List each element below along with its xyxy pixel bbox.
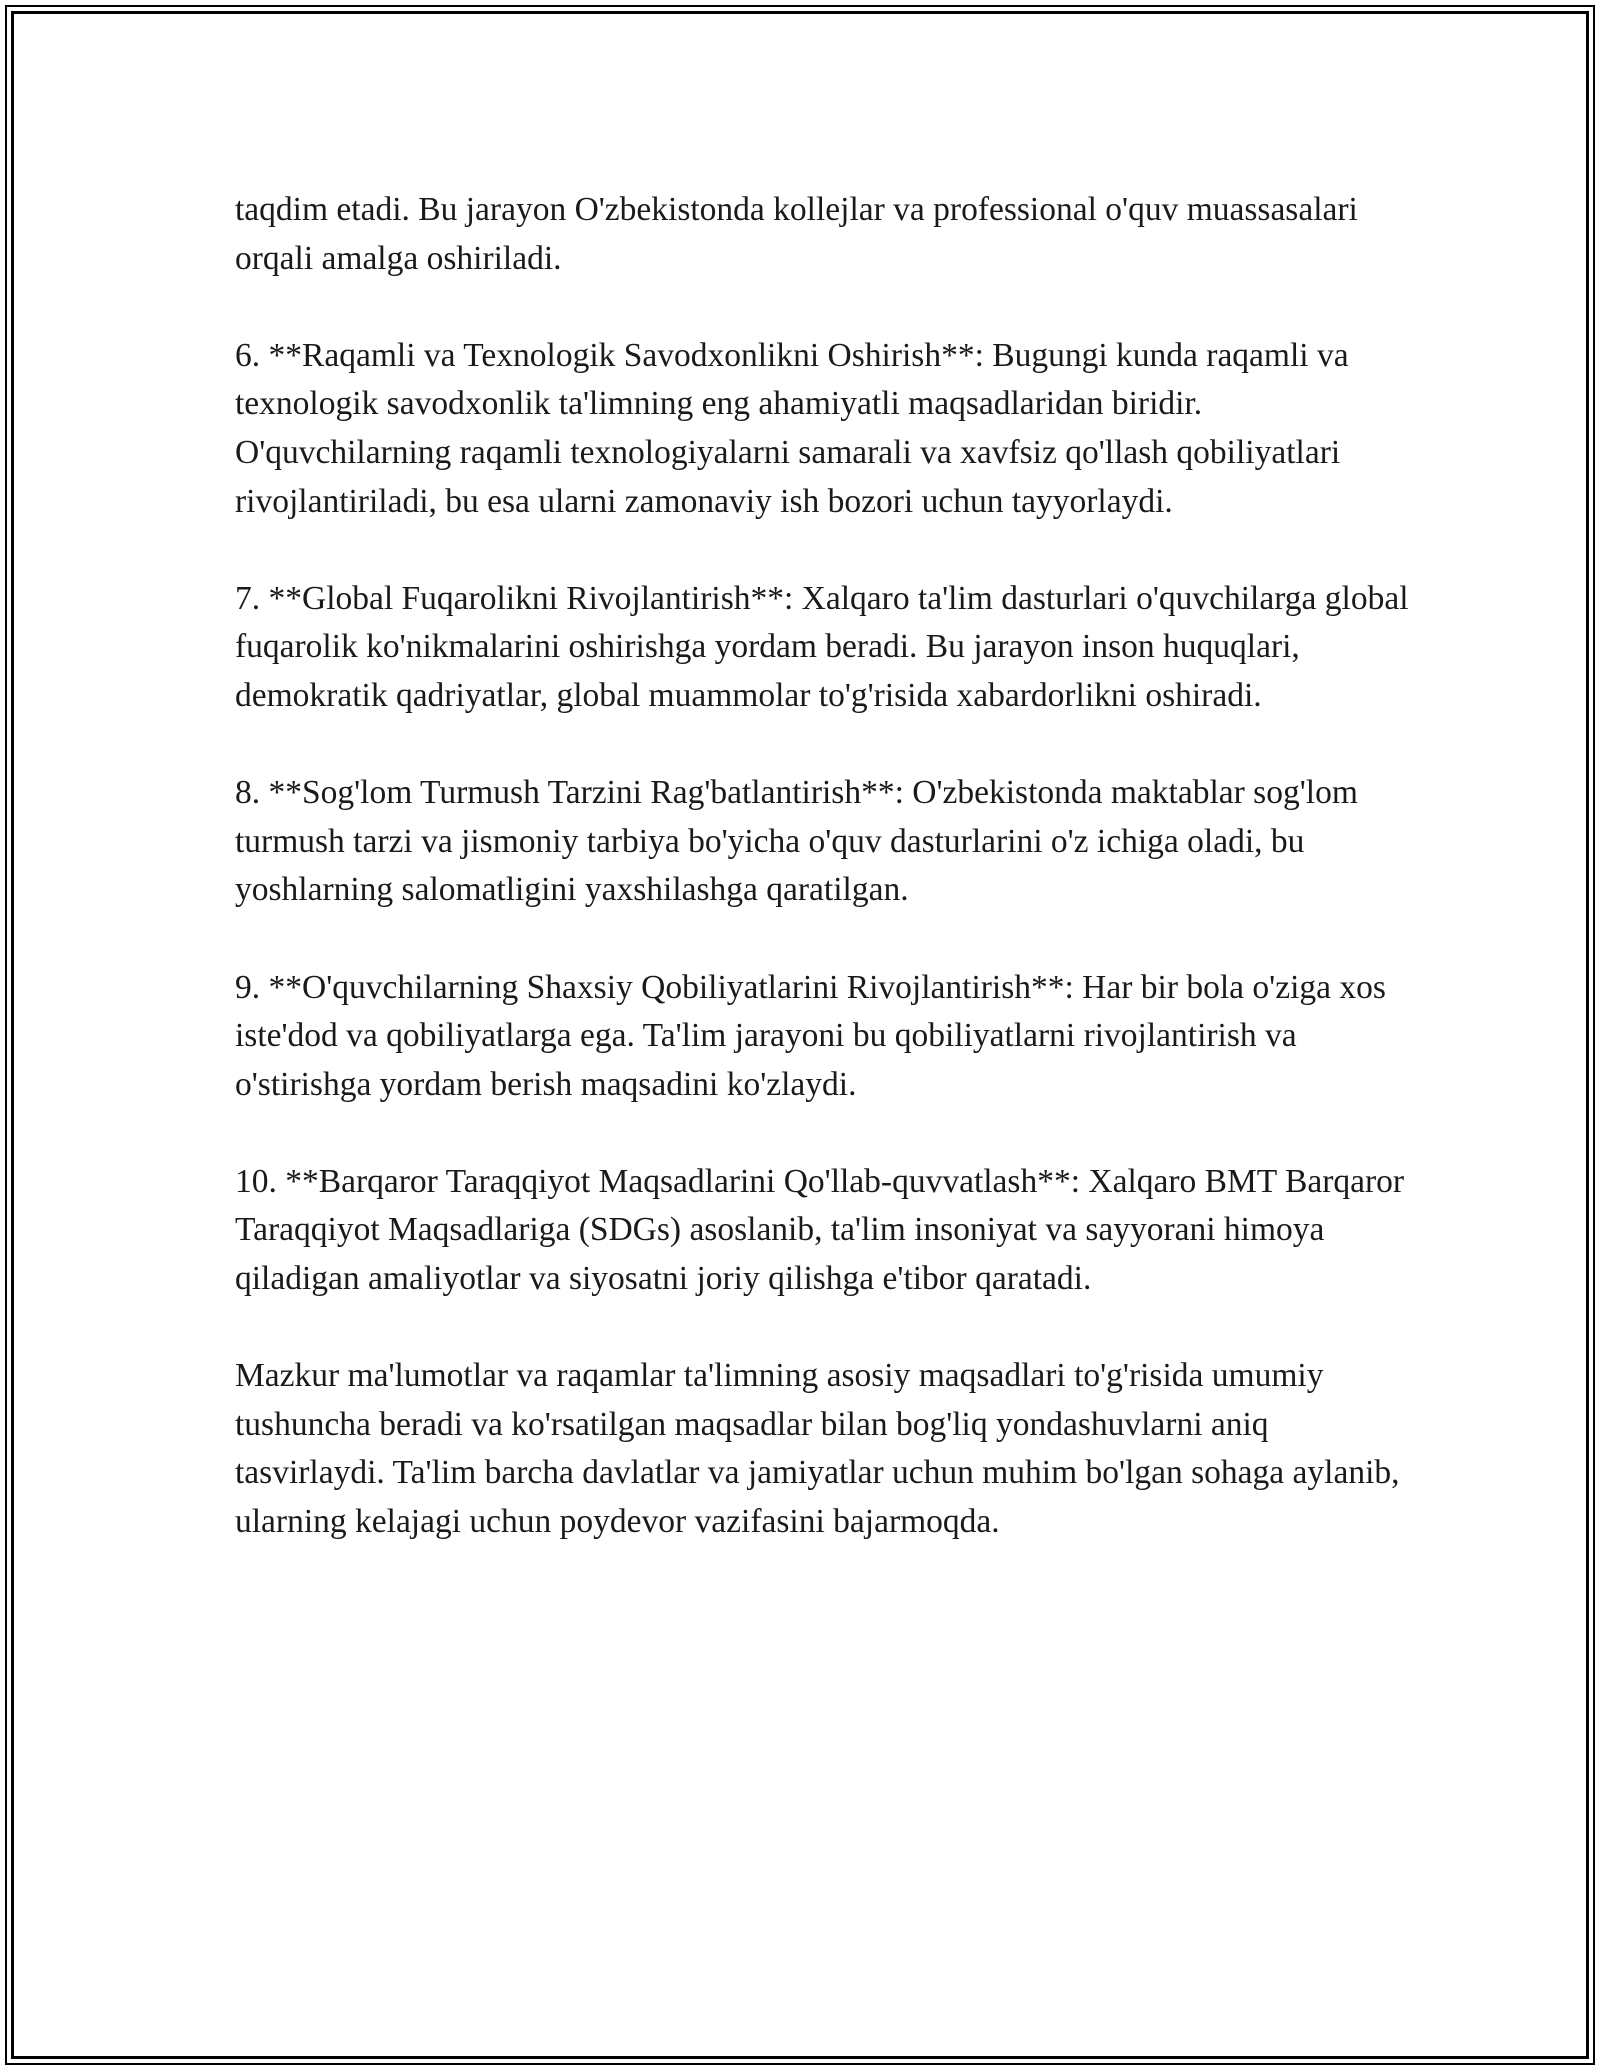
paragraph-item-9: 9. **O'quvchilarning Shaxsiy Qobiliyatlarini Rivojlantirish**: Har bir bola o'ziga xos iste'dod va qobiliyatlarga ega. Ta'lim jarayoni bu qobiliyatlarni rivojlantirish va o'stirishga yordam berish maqsadini ko'zlaydi. xyxy=(235,968,1386,1103)
paragraph-conclusion: Mazkur ma'lumotlar va raqamlar ta'limning asosiy maqsadlari to'g'risida umumiy tushuncha beradi va ko'rsatilgan maqsadlar bilan bog'liq yondashuvlarni aniq tasvirlaydi. Ta'lim barcha davlatlar va jamiyatlar uchun muhim bo'lgan sohaga aylanib, ularning kelajagi uchun poydevor vazifasini bajarmoqda. xyxy=(235,1357,1400,1541)
document-body xyxy=(235,186,1415,1547)
paragraph-item-8: 8. **Sog'lom Turmush Tarzini Rag'batlantirish**: O'zbekistonda maktablar sog'lom turmush tarzi va jismoniy tarbiya bo'yicha o'quv dasturlarini o'z ichiga oladi, bu yoshlarning salomatligini yaxshilashga qaratilgan. xyxy=(235,774,1358,909)
paragraph-item-10: 10. **Barqaror Taraqqiyot Maqsadlarini Qo'llab-quvvatlash**: Xalqaro BMT Barqaror Taraqqiyot Maqsadlariga (SDGs) asoslanib, ta'lim insoniyat va sayyorani himoya qiladigan amaliyotlar va siyosatni joriy qilishga e'tibor qaratadi. xyxy=(235,1162,1405,1298)
paragraph-item-6: 6. **Raqamli va Texnologik Savodxonlikni Oshirish**: Bugungi kunda raqamli va texnologik savodxonlik ta'limning eng ahamiyatli maqsadlaridan biridir. O'quvchilarning raqamli texnologiyalarni samarali va xavfsiz qo'llash qobiliyatlari rivojlantiriladi, bu esa ularni zamonaviy ish bozori uchun tayyorlaydi. xyxy=(235,336,1349,520)
paragraph-item-7: 7. **Global Fuqarolikni Rivojlantirish**: Xalqaro ta'lim dasturlari o'quvchilarga global fuqarolik ko'nikmalarini oshirishga yordam beradi. Bu jarayon inson huquqlari, demokratik qadriyatlar, global muammolar to'g'risida xabardorlikni oshiradi. xyxy=(235,579,1409,714)
paragraph-intro-continuation: taqdim etadi. Bu jarayon O'zbekistonda kollejlar va professional o'quv muassasalari orqali amalga oshiriladi. xyxy=(235,191,1358,277)
